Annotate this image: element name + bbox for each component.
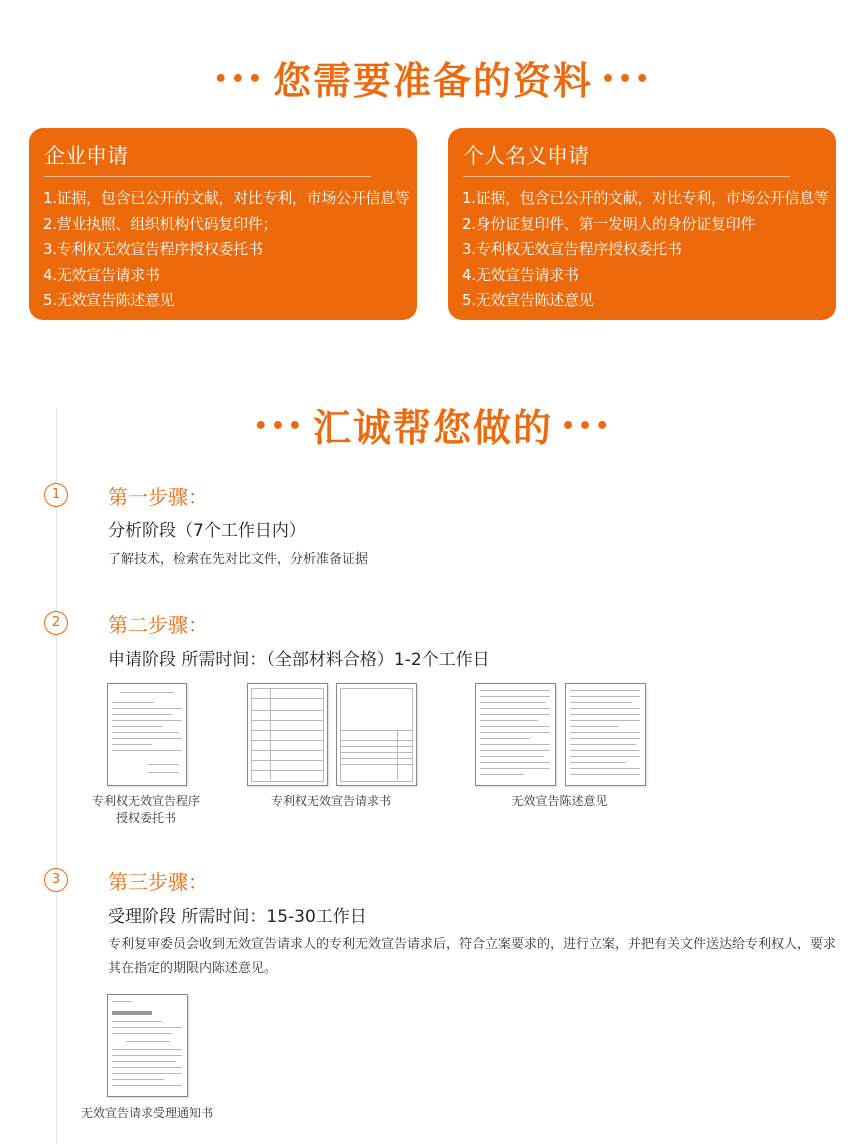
invalidation-request-form-page2-thumbnail [336, 683, 417, 786]
step-number-badge: 2 [44, 611, 68, 635]
decorative-dots-left: ••• [253, 414, 305, 439]
decorative-dots-right: ••• [561, 414, 613, 439]
step-title: 第三步骤： [108, 870, 208, 894]
step-description: 了解技术，检索在先对比文件，分析准备证据 [108, 552, 369, 567]
individual-application-card [448, 128, 836, 320]
list-item: 5.无效宣告陈述意见 [462, 291, 594, 309]
requirements-list [43, 186, 410, 314]
document-caption: 专利权无效宣告请求书 [270, 794, 391, 808]
acceptance-notice-thumbnail [107, 994, 188, 1097]
invalidation-request-form-page1-thumbnail [247, 683, 328, 786]
enterprise-application-card [29, 128, 417, 320]
step-subtitle: 分析阶段（7个工作日内） [108, 521, 306, 541]
document-caption: 无效宣告请求受理通知书 [80, 1106, 213, 1120]
decorative-dots-right: ••• [601, 67, 653, 92]
list-item: 5.无效宣告陈述意见 [43, 291, 175, 309]
list-item: 4.无效宣告请求书 [462, 265, 579, 284]
invalidation-statement-page1-thumbnail [475, 683, 556, 786]
list-item: 3.专利权无效宣告程序授权委托书 [462, 240, 682, 258]
document-caption: 专利权无效宣告程序授权委托书 [91, 794, 200, 825]
step-subtitle: 申请阶段 所需时间：（全部材料合格）1-2个工作日 [108, 650, 490, 670]
card-title: 个人名义申请 [463, 144, 589, 168]
requirements-list [462, 186, 829, 314]
services-title-text: 汇诚帮您做的 [312, 406, 553, 450]
list-item: 3.专利权无效宣告程序授权委托书 [43, 240, 263, 258]
step-title: 第二步骤： [108, 613, 208, 637]
step-number-badge: 3 [44, 868, 68, 892]
list-item: 2.营业执照、组织机构代码复印件； [43, 214, 278, 233]
list-item: 2.身份证复印件、第一发明人的身份证复印件 [462, 214, 756, 233]
services-section-title [0, 397, 866, 452]
document-caption: 无效宣告陈述意见 [511, 794, 608, 808]
list-item: 4.无效宣告请求书 [43, 265, 160, 284]
list-item: 1.证据，包含已公开的文献，对比专利，市场公开信息等 [462, 189, 829, 207]
step-description: 专利复审委员会收到无效宣告请求人的专利无效宣告请求后，符合立案要求的，进行立案，并把有关文件送达给专利权人，要求其在指定的期限内陈述意见。 [108, 937, 837, 976]
timeline-line [56, 408, 57, 1144]
card-divider [44, 176, 371, 177]
step-subtitle: 受理阶段 所需时间：15-30工作日 [108, 907, 367, 927]
decorative-dots-left: ••• [213, 67, 265, 92]
step-title: 第一步骤： [108, 485, 208, 509]
power-of-attorney-thumbnail [107, 683, 187, 786]
list-item: 1.证据，包含已公开的文献，对比专利，市场公开信息等 [43, 189, 410, 207]
step-number-badge: 1 [44, 483, 68, 507]
invalidation-statement-page2-thumbnail [565, 683, 646, 786]
card-divider [463, 176, 790, 177]
materials-title-text: 您需要准备的资料 [272, 59, 593, 103]
materials-section-title [0, 50, 866, 105]
card-title: 企业申请 [44, 144, 128, 168]
